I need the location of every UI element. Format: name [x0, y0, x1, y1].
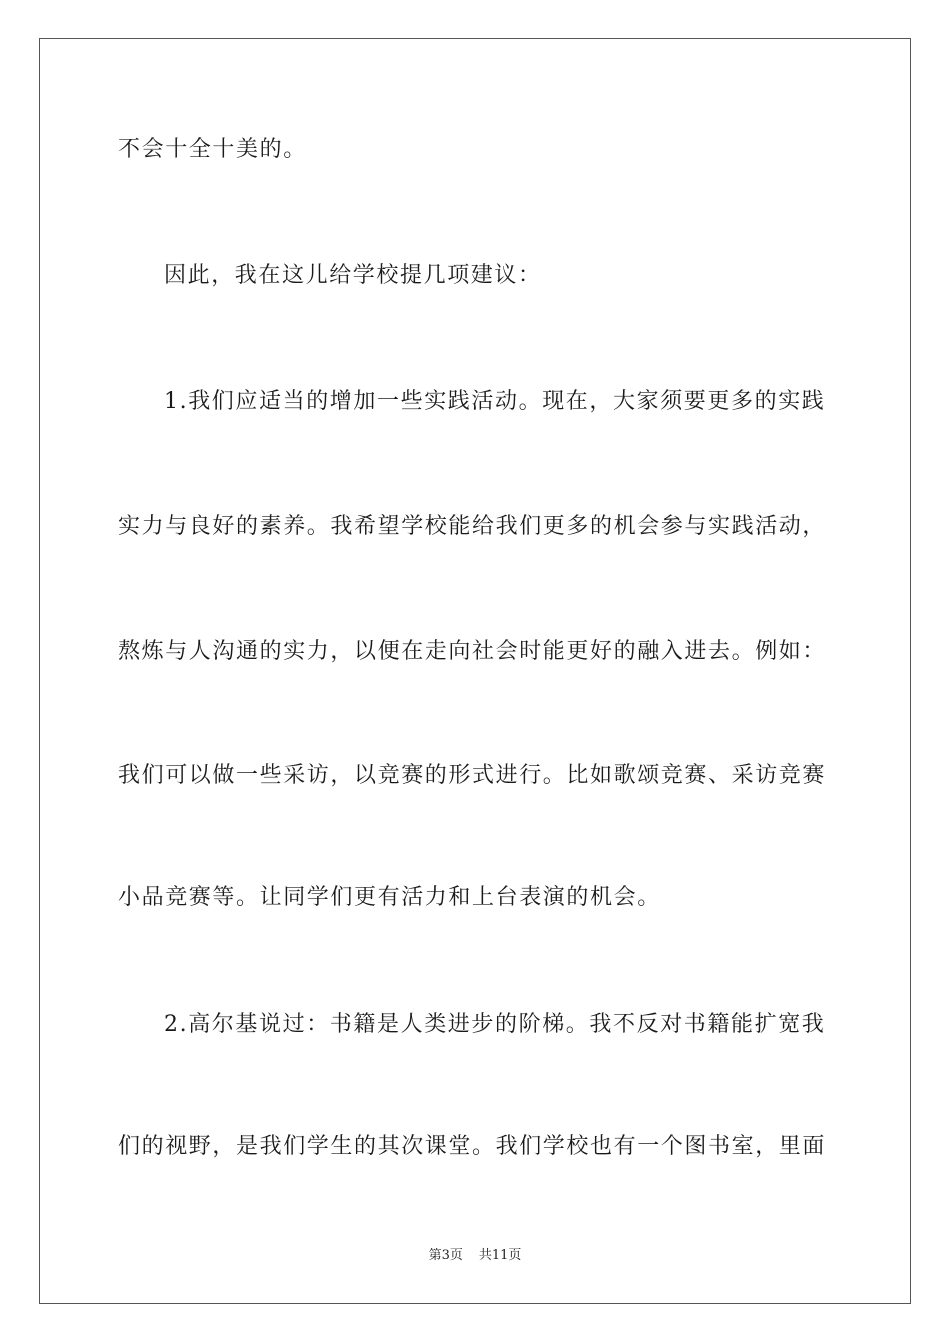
page-number: 第3页	[428, 1248, 463, 1263]
text-line: 我们可以做一些采访，以竞赛的形式进行。比如歌颂竞赛、采访竞赛	[118, 763, 827, 788]
page-footer	[0, 1247, 950, 1265]
text-line: 2.高尔基说过：书籍是人类进步的阶梯。我不反对书籍能扩宽我	[164, 1012, 826, 1037]
text-line: 小品竞赛等。让同学们更有活力和上台表演的机会。	[118, 885, 661, 910]
text-line: 因此，我在这儿给学校提几项建议：	[164, 263, 542, 288]
text-line: 1.我们应适当的增加一些实践活动。现在，大家须要更多的实践	[164, 389, 826, 414]
text-line: 熬炼与人沟通的实力，以便在走向社会时能更好的融入进去。例如：	[118, 639, 827, 664]
text-line: 们的视野，是我们学生的其次课堂。我们学校也有一个图书室，里面	[118, 1134, 827, 1159]
text-line: 不会十全十美的。	[118, 137, 307, 162]
text-line: 实力与良好的素养。我希望学校能给我们更多的机会参与实践活动，	[118, 514, 827, 539]
page-border	[39, 38, 911, 1304]
page-total: 共11页	[478, 1248, 522, 1263]
